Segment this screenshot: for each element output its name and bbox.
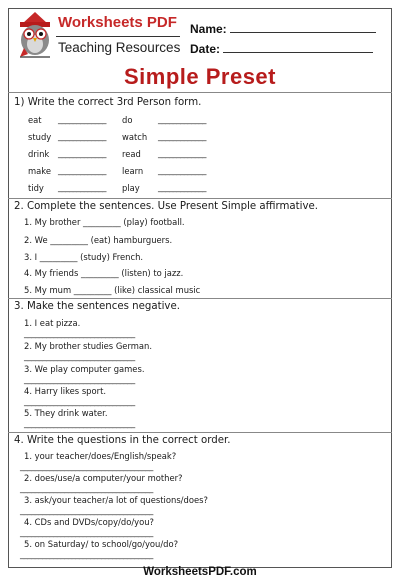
answer-line[interactable]: ______________________________ bbox=[24, 374, 135, 384]
answer-blank[interactable]: _____________ bbox=[58, 131, 106, 141]
question-item: 5. on Saturday/ to school/go/you/do? bbox=[24, 539, 179, 549]
answer-line[interactable]: ____________________________________ bbox=[20, 549, 153, 559]
verb-right: learn bbox=[122, 166, 144, 176]
verb-right: read bbox=[122, 149, 141, 159]
verb-left: make bbox=[28, 166, 51, 176]
section2-heading: 2. Complete the sentences. Use Present Simple affirmative. bbox=[14, 201, 319, 212]
answer-line[interactable]: ____________________________________ bbox=[20, 483, 153, 493]
verb-left: study bbox=[28, 132, 52, 142]
section4-heading: 4. Write the questions in the correct order. bbox=[14, 435, 231, 446]
answer-blank[interactable]: _____________ bbox=[58, 148, 106, 158]
name-field bbox=[190, 22, 376, 36]
brand-subtitle: Teaching Resources bbox=[58, 40, 181, 55]
owl-logo bbox=[14, 10, 56, 60]
section3-heading: 3. Make the sentences negative. bbox=[14, 301, 180, 312]
sentence-item: 5. They drink water. bbox=[24, 408, 108, 418]
verb-left: drink bbox=[28, 149, 50, 159]
question-item: 3. ask/your teacher/a lot of questions/does? bbox=[24, 495, 208, 505]
verb-right: do bbox=[122, 115, 133, 125]
verb-left: eat bbox=[28, 115, 42, 125]
answer-blank[interactable]: _____________ bbox=[158, 131, 206, 141]
answer-blank[interactable]: _____________ bbox=[158, 182, 206, 192]
sentence-item: 2. My brother studies German. bbox=[24, 341, 153, 351]
answer-line[interactable]: ____________________________________ bbox=[20, 461, 153, 471]
verb-right: watch bbox=[122, 132, 148, 142]
brand-divider bbox=[56, 36, 180, 37]
answer-blank[interactable]: _____________ bbox=[58, 182, 106, 192]
sentence-item: 3. I _________ (study) French. bbox=[24, 252, 144, 262]
sentence-item: 2. We _________ (eat) hamburguers. bbox=[24, 235, 173, 245]
question-item: 4. CDs and DVDs/copy/do/you? bbox=[24, 517, 154, 527]
answer-blank[interactable]: _____________ bbox=[58, 165, 106, 175]
section-divider bbox=[8, 298, 392, 299]
sentence-item: 5. My mum _________ (like) classical music bbox=[24, 285, 201, 295]
answer-line[interactable]: ______________________________ bbox=[24, 418, 135, 428]
question-item: 1. your teacher/does/English/speak? bbox=[24, 451, 177, 461]
sentence-item: 1. My brother _________ (play) football. bbox=[24, 217, 185, 227]
section-divider bbox=[8, 432, 392, 433]
name-label: Name: bbox=[190, 22, 227, 36]
date-label: Date: bbox=[190, 42, 221, 56]
date-field bbox=[190, 42, 373, 56]
answer-blank[interactable]: _____________ bbox=[158, 114, 206, 124]
answer-blank[interactable]: _____________ bbox=[158, 165, 206, 175]
sentence-item: 1. I eat pizza. bbox=[24, 318, 81, 328]
answer-line[interactable]: ____________________________________ bbox=[20, 505, 153, 515]
answer-line[interactable]: ______________________________ bbox=[24, 396, 135, 406]
brand-name: Worksheets PDF bbox=[58, 14, 177, 31]
date-input-line[interactable] bbox=[223, 52, 373, 53]
answer-line[interactable]: ____________________________________ bbox=[20, 527, 153, 537]
sentence-item: 3. We play computer games. bbox=[24, 364, 145, 374]
sentence-item: 4. Harry likes sport. bbox=[24, 386, 107, 396]
name-input-line[interactable] bbox=[230, 32, 376, 33]
sentence-item: 4. My friends _________ (listen) to jazz. bbox=[24, 268, 184, 278]
header-rule bbox=[8, 92, 392, 93]
question-item: 2. does/use/a computer/your mother? bbox=[24, 473, 183, 483]
answer-blank[interactable]: _____________ bbox=[158, 148, 206, 158]
verb-right: play bbox=[122, 183, 140, 193]
footer-website[interactable]: WorksheetsPDF.com bbox=[143, 566, 257, 578]
section-divider bbox=[8, 198, 392, 199]
answer-blank[interactable]: _____________ bbox=[58, 114, 106, 124]
answer-line[interactable]: ______________________________ bbox=[24, 328, 135, 338]
verb-left: tidy bbox=[28, 183, 44, 193]
section1-heading: 1) Write the correct 3rd Person form. bbox=[14, 97, 202, 108]
answer-line[interactable]: ______________________________ bbox=[24, 351, 135, 361]
worksheet-title: Simple Preset bbox=[123, 64, 276, 89]
